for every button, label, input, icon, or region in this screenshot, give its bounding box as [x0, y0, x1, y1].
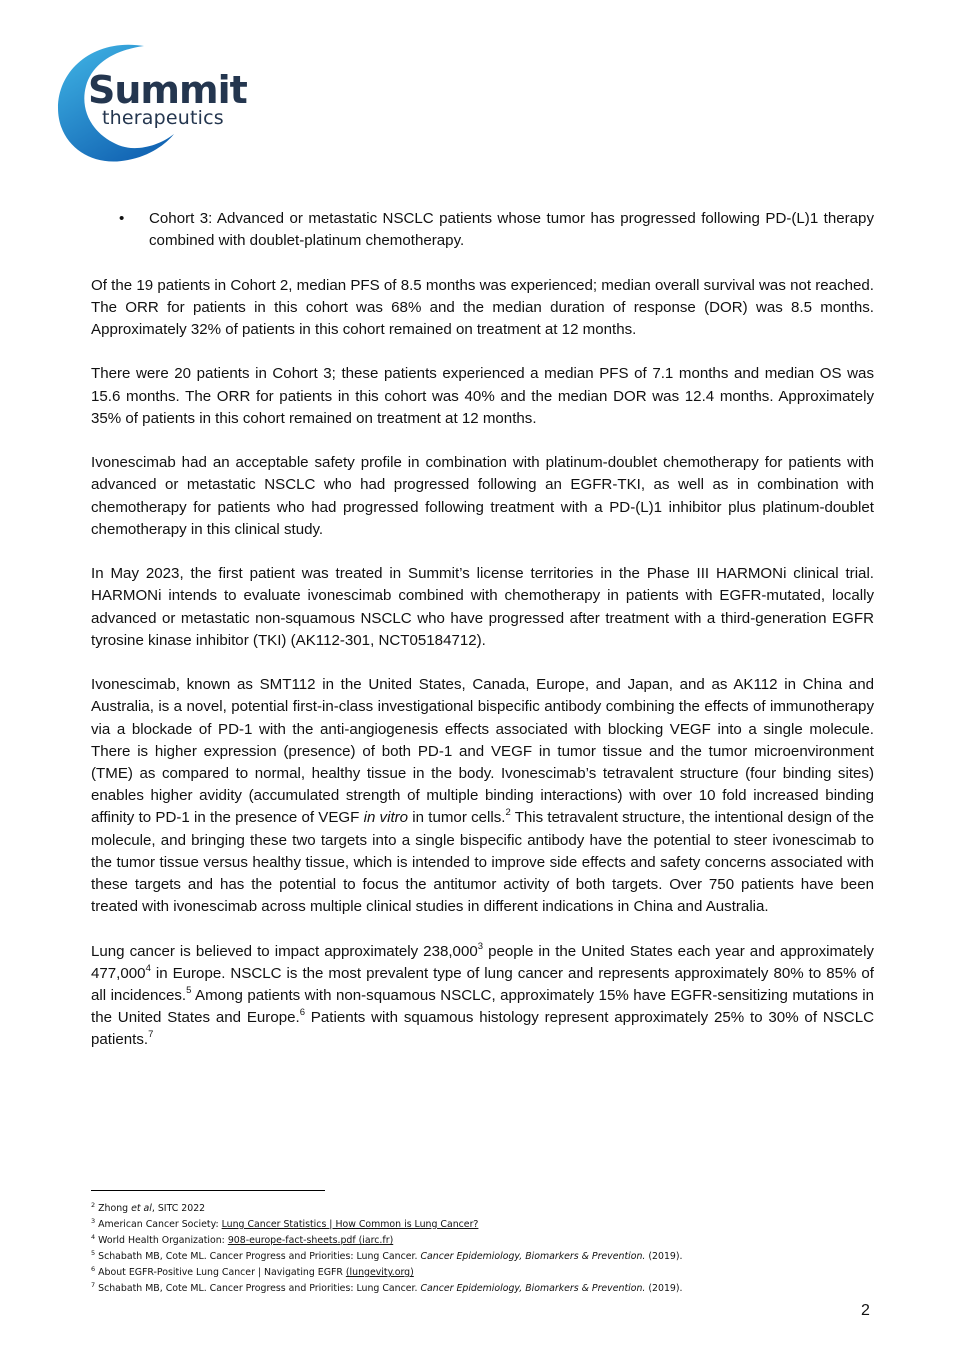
footnote-ref-3[interactable]: 3: [477, 940, 484, 952]
footnote-ref-4[interactable]: 4: [145, 962, 151, 974]
footnote-ref-7[interactable]: 7: [148, 1029, 154, 1041]
paragraph-safety-profile: Ivonescimab had an acceptable safety profile in combination with platinum-doublet chemotherapy for patients with advanced or metastatic NSCLC who had progressed following an EGFR-TKI, as well as in combination with chemotherapy for patients who had progressed following treatment with a PD-(L)1 inhibitor plus platinum-doublet chemotherapy in this clinical study.: [91, 454, 874, 538]
logo-subtitle: therapeutics: [102, 107, 224, 129]
paragraph-harmoni-trial: In May 2023, the first patient was treated in Summit’s license territories in the Phase III HARMONi clinical trial. HARMONi intends to evaluate ivonescimab combined with chemotherapy in patients with EGFR-mutated, locally advanced or metastatic non-squamous NSCLC who have progressed after treatment with a third-generation EGFR tyrosine kinase inhibitor (TKI) (AK112-301, NCT05184712).: [91, 565, 874, 649]
footnote-ref-2[interactable]: 2: [505, 807, 511, 819]
footnote-6: $^6$ About EGFR-Positive Lung Cancer | Navigating EGFR (lungevity.org): [91, 1264, 414, 1278]
footnote-4: $^4$ World Health Organization: 908-europe-fact-sheets.pdf (iarc.fr): [91, 1232, 394, 1246]
bullet-text: Cohort 3: Advanced or metastatic NSCLC patients whose tumor has progressed following PD-(L)1 therapy combined with doublet-platinum chemotherapy.: [149, 210, 874, 250]
footnote-3: $^3$ American Cancer Society: Lung Cancer Statistics | How Common is Lung Cancer?: [91, 1216, 479, 1230]
footnote-7: $^7$ Schabath MB, Cote ML. Cancer Progress and Priorities: Lung Cancer. Cancer Epidemiology, Biomarkers & Prevention. (2019).: [91, 1280, 683, 1294]
paragraph-cohort-3-results: There were 20 patients in Cohort 3; these patients experienced a median PFS of 7.1 months and median OS was 15.6 months. The ORR for patients in this cohort was 40% and the median DOR was 12.4 months. Approximately 35% of patients in this cohort remained on treatment at 12 months.: [91, 365, 874, 427]
footnote-divider: [91, 1190, 325, 1191]
company-logo: [56, 40, 256, 170]
page-number: 2: [861, 1302, 870, 1319]
paragraph-cohort-2-results: Of the 19 patients in Cohort 2, median PFS of 8.5 months was experienced; median overall survival was not reached. The ORR for patients in this cohort was 68% and the median duration of response (DOR) was 8.5 months. Approximately 32% of patients in this cohort remained on treatment at 12 months.: [91, 276, 874, 338]
bullet-item-cohort-3: [91, 208, 874, 252]
bullet-icon: •: [119, 210, 125, 227]
document-body: [91, 208, 874, 1074]
paragraph-lung-cancer-stats: Lung cancer is believed to impact approximately 238,000$^3$ people in the United States each year and approximately 477,000$^4$ in Europe. NSCLC is the most prevalent type of lung cancer and represents approximately 80% to 85% of all incidences.$^5$ Among patients with non-squamous NSCLC, approximately 15% have EGFR-sensitizing mutations in the United States and Europe.$^6$ Patients with squamous histology represent approximately 25% to 30% of NSCLC patients.$^7$: [91, 940, 874, 1049]
footnote-ref-5[interactable]: 5: [186, 984, 192, 996]
paragraph-ivonescimab-description: Ivonescimab, known as SMT112 in the United States, Canada, Europe, and Japan, and as AK112 in China and Australia, is a novel, potential first-in-class investigational bispecific antibody combining the effects of immunotherapy via a blockade of PD-1 with the anti-angiogenesis effects associated with blocking VEGF into a single molecule. There is higher expression (presence) of both PD-1 and VEGF in tumor tissue and the tumor microenvironment (TME) as compared to normal, healthy tissue in the body. Ivonescimab’s tetravalent structure (four binding sites) enables higher avidity (accumulated strength of multiple binding interactions) with over 10 fold increased binding affinity to PD-1 in the presence of VEGF in vitro in tumor cells.$^2$ This tetravalent structure, the intentional design of the molecule, and bringing these two targets into a single bispecific antibody have the potential to steer ivonescimab to the tumor tissue versus healthy tissue, which is intended to improve side effects and safety concerns associated with these targets and has the potential to focus the antitumor activity of both targets. Over 750 patients have been treated with ivonescimab across multiple clinical studies in different indications in China and Australia.: [91, 676, 874, 916]
footnote-6-link[interactable]: (lungevity.org): [345, 1267, 414, 1278]
footnotes: [91, 1201, 874, 1297]
footnote-2: $^2$ Zhong et al, SITC 2022: [91, 1200, 206, 1214]
logo-wordmark: Summit: [88, 68, 247, 112]
footnote-3-link[interactable]: Lung Cancer Statistics | How Common is Lung Cancer?: [221, 1219, 479, 1230]
footnote-5: $^5$ Schabath MB, Cote ML. Cancer Progress and Priorities: Lung Cancer. Cancer Epidemiology, Biomarkers & Prevention. (2019).: [91, 1248, 683, 1262]
footnote-4-link[interactable]: 908-europe-fact-sheets.pdf (iarc.fr): [227, 1235, 394, 1246]
footnote-ref-6[interactable]: 6: [299, 1007, 305, 1019]
